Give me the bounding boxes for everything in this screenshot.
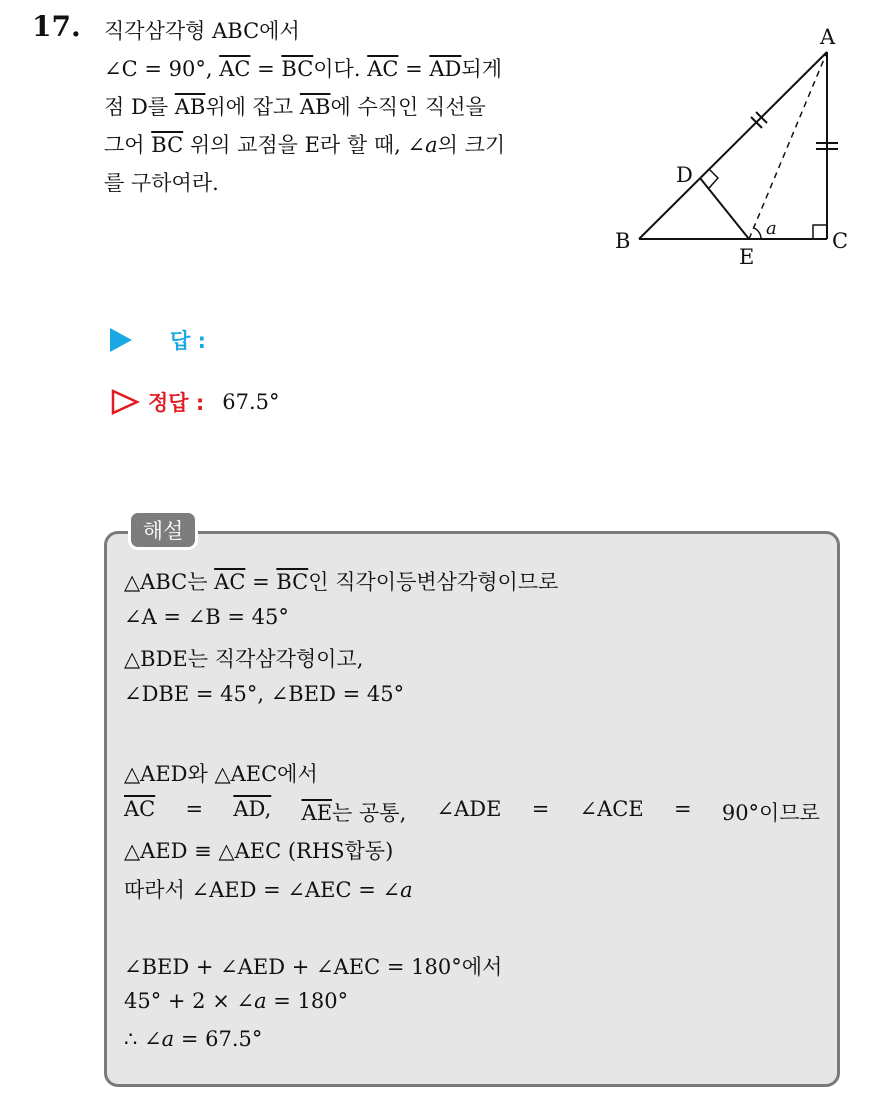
text: = bbox=[531, 797, 550, 821]
text: = bbox=[245, 570, 277, 594]
correct-answer-row bbox=[110, 382, 280, 422]
solution-line-11 bbox=[124, 1027, 262, 1051]
variable-a: a bbox=[400, 878, 413, 902]
solution-line-8 bbox=[124, 874, 413, 904]
side-ab bbox=[639, 52, 827, 239]
label-c: C bbox=[832, 229, 849, 253]
question-text bbox=[104, 12, 594, 202]
solution-line-3: △BDE는 직각삼각형이고, bbox=[124, 647, 364, 671]
correct-answer-label: 정답 : bbox=[148, 391, 205, 415]
text: ∠ADE bbox=[436, 797, 502, 821]
segment-ab: $\overline{AB}$ bbox=[174, 95, 206, 119]
text: 위에 잡고 bbox=[205, 95, 300, 119]
solution-line-2: ∠A = ∠B = 45° bbox=[124, 605, 289, 629]
text: 되게 bbox=[461, 57, 502, 81]
segment-ac: $\overline{AC}$ bbox=[367, 57, 399, 81]
text: 위의 교점을 E라 할 때, ∠ bbox=[183, 133, 426, 157]
text: ∴ ∠ bbox=[124, 1027, 162, 1051]
segment-ac: $\overline{AC}$ bbox=[214, 570, 246, 594]
text: = 180° bbox=[266, 989, 349, 1013]
label-b: B bbox=[615, 229, 631, 253]
right-angle-d bbox=[709, 169, 718, 188]
text: 45° + 2 × ∠ bbox=[124, 989, 255, 1013]
question-line-1: 직각삼각형 ABC에서 bbox=[104, 19, 300, 43]
text: 인 직각이등변삼각형이므로 bbox=[308, 570, 559, 594]
label-angle-a: a bbox=[766, 218, 777, 239]
text: 따라서 ∠AED = ∠AEC = ∠ bbox=[124, 878, 401, 902]
segment-ab: $\overline{AB}$ bbox=[299, 95, 331, 119]
text: 에 수직인 직선을 bbox=[330, 95, 486, 119]
segment-ac: $\overline{AC}$ bbox=[124, 797, 156, 821]
answer-label: 답 : bbox=[170, 329, 206, 353]
label-e: E bbox=[739, 245, 755, 269]
segment-bc: $\overline{BC}$ bbox=[276, 570, 309, 594]
text: = bbox=[398, 57, 430, 81]
solution-line-5: △AED와 △AEC에서 bbox=[124, 762, 318, 786]
solution-line-6 bbox=[124, 797, 820, 827]
solution-line-9: ∠BED + ∠AED + ∠AEC = 180°에서 bbox=[124, 955, 503, 979]
correct-answer-value: 67.5° bbox=[222, 390, 280, 414]
text: 는 공통, bbox=[332, 801, 407, 825]
text bbox=[302, 797, 407, 827]
text: △ABC는 bbox=[124, 570, 215, 594]
solution-tab: 해설 bbox=[128, 510, 198, 550]
solution-line-4: ∠DBE = 45°, ∠BED = 45° bbox=[124, 682, 405, 706]
triangle-figure bbox=[600, 18, 870, 288]
label-d: D bbox=[676, 163, 693, 187]
text: 점 D를 bbox=[104, 95, 175, 119]
segment-ae bbox=[749, 52, 827, 239]
segment-de bbox=[700, 178, 749, 239]
solution-line-1 bbox=[124, 566, 558, 596]
play-triangle-icon bbox=[110, 328, 132, 352]
segment-bc: $\overline{BC}$ bbox=[151, 133, 184, 157]
text: = bbox=[673, 797, 692, 821]
text: 그어 bbox=[104, 133, 152, 157]
question-line-4 bbox=[104, 126, 594, 164]
text: = 67.5° bbox=[174, 1027, 263, 1051]
text: 의 크기 bbox=[437, 133, 506, 157]
question-number: 17. bbox=[32, 10, 81, 43]
label-a: A bbox=[820, 25, 836, 49]
text: ∠ACE bbox=[579, 797, 644, 821]
segment-ad: AD, bbox=[233, 797, 272, 821]
question-line-3 bbox=[104, 88, 594, 126]
answer-row bbox=[110, 322, 206, 358]
text: 90°이므로 bbox=[721, 801, 820, 825]
angle-arc-a bbox=[754, 228, 761, 239]
solution-line-10 bbox=[124, 989, 348, 1013]
outline-triangle-icon bbox=[110, 388, 140, 416]
question-line-2 bbox=[104, 50, 594, 88]
segment-ae: $\overline{AE}$ bbox=[301, 801, 333, 825]
segment-ad: $\overline{AD}$ bbox=[429, 57, 462, 81]
segment-bc: $\overline{BC}$ bbox=[281, 57, 314, 81]
question-line-5: 를 구하여라. bbox=[104, 171, 219, 195]
variable-a: a bbox=[425, 133, 438, 157]
variable-a: a bbox=[254, 989, 267, 1013]
text: = bbox=[250, 57, 282, 81]
variable-a: a bbox=[161, 1027, 175, 1051]
text: 이다. bbox=[313, 57, 368, 81]
solution-line-7: △AED ≡ △AEC (RHS합동) bbox=[124, 839, 394, 863]
text: = bbox=[185, 797, 204, 821]
segment-ac: $\overline{AC}$ bbox=[219, 57, 251, 81]
text: ∠C = 90°, bbox=[104, 57, 220, 81]
right-angle-c bbox=[813, 225, 827, 239]
